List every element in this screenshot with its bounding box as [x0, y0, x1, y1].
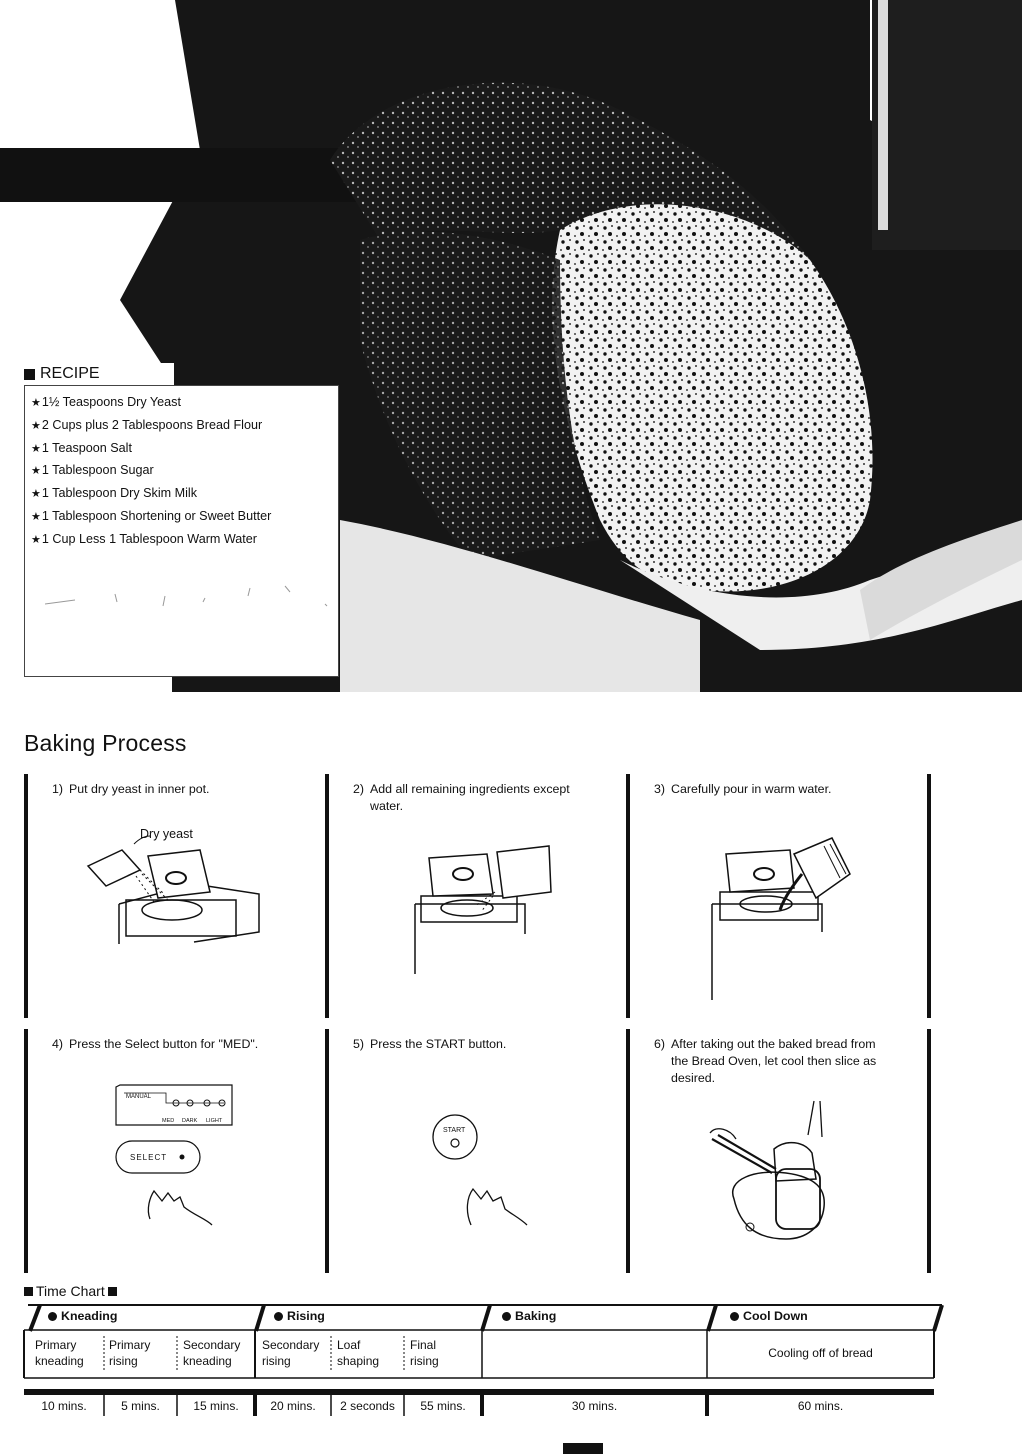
category-kneading: Kneading: [48, 1309, 117, 1323]
phase-label: Secondary kneading: [183, 1338, 241, 1368]
duration-label: 15 mins.: [193, 1399, 239, 1413]
bullet-dot-icon: [730, 1312, 739, 1321]
duration-label: 2 seconds: [340, 1399, 395, 1413]
phase-label: Secondary rising: [262, 1338, 320, 1368]
star-icon: ★: [31, 465, 41, 478]
ingredient-item: ★1½ Teaspoons Dry Yeast: [31, 395, 181, 409]
bullet-dot-icon: [48, 1312, 57, 1321]
category-baking: Baking: [502, 1309, 556, 1323]
step-2: 2) Add all remaining ingredients except water.: [325, 774, 627, 1018]
step-3: 3) Carefully pour in warm water.: [626, 774, 928, 1018]
bullet-dot-icon: [274, 1312, 283, 1321]
duration-label: 20 mins.: [270, 1399, 316, 1413]
phase-label: Loaf shaping: [337, 1338, 380, 1368]
bullet-dot-icon: [502, 1312, 511, 1321]
star-icon: ★: [31, 419, 41, 432]
category-rising: Rising: [274, 1309, 325, 1323]
select-button[interactable]: SELECT: [130, 1153, 168, 1162]
duration-label: 30 mins.: [571, 1399, 618, 1413]
duration-label: 60 mins.: [797, 1399, 844, 1413]
ingredient-item: ★1 Tablespoon Dry Skim Milk: [31, 486, 198, 501]
step-6: 6) After taking out the baked bread from the Bread Oven, let cool then slice as desired.: [626, 1029, 928, 1273]
duration-label: 55 mins.: [420, 1399, 466, 1413]
time-chart-heading: Time Chart: [24, 1283, 117, 1299]
star-icon: ★: [31, 488, 41, 501]
duration-label: 10 mins.: [41, 1399, 87, 1413]
page-marker: [563, 1443, 603, 1454]
step-1: 1) Put dry yeast in inner pot. Dry yeast: [24, 774, 326, 1018]
ingredient-item: ★1 Tablespoon Shortening or Sweet Butter: [31, 508, 272, 523]
phase-label: Primary rising: [109, 1338, 151, 1368]
star-icon: ★: [31, 533, 41, 546]
duration-label: 5 mins.: [121, 1399, 160, 1413]
phase-label: Primary kneading: [35, 1338, 84, 1368]
ingredient-item: ★1 Cup Less 1 Tablespoon Warm Water: [31, 531, 258, 546]
recipe-heading: RECIPE: [24, 363, 174, 385]
star-icon: ★: [31, 442, 41, 455]
ingredient-item: ★1 Teaspoon Salt: [31, 440, 132, 455]
category-cool-down: Cool Down: [730, 1309, 808, 1323]
dry-yeast-callout: Dry yeast: [140, 827, 193, 841]
ingredient-item: ★2 Cups plus 2 Tablespoons Bread Flour: [31, 417, 263, 432]
star-icon: ★: [31, 397, 41, 409]
phase-label: Cooling off of bread: [768, 1346, 873, 1360]
start-button[interactable]: START: [443, 1127, 466, 1134]
star-icon: ★: [31, 510, 41, 523]
page-title: Baking Process: [24, 730, 187, 756]
step-5: 5) Press the START button. START: [325, 1029, 627, 1273]
step-4: 4) Press the Select button for "MED". MANUAL MED DARK LIGHT SELECT: [24, 1029, 326, 1273]
ingredient-item: ★1 Tablespoon Sugar: [31, 463, 154, 478]
phase-label: Final rising: [410, 1338, 439, 1368]
